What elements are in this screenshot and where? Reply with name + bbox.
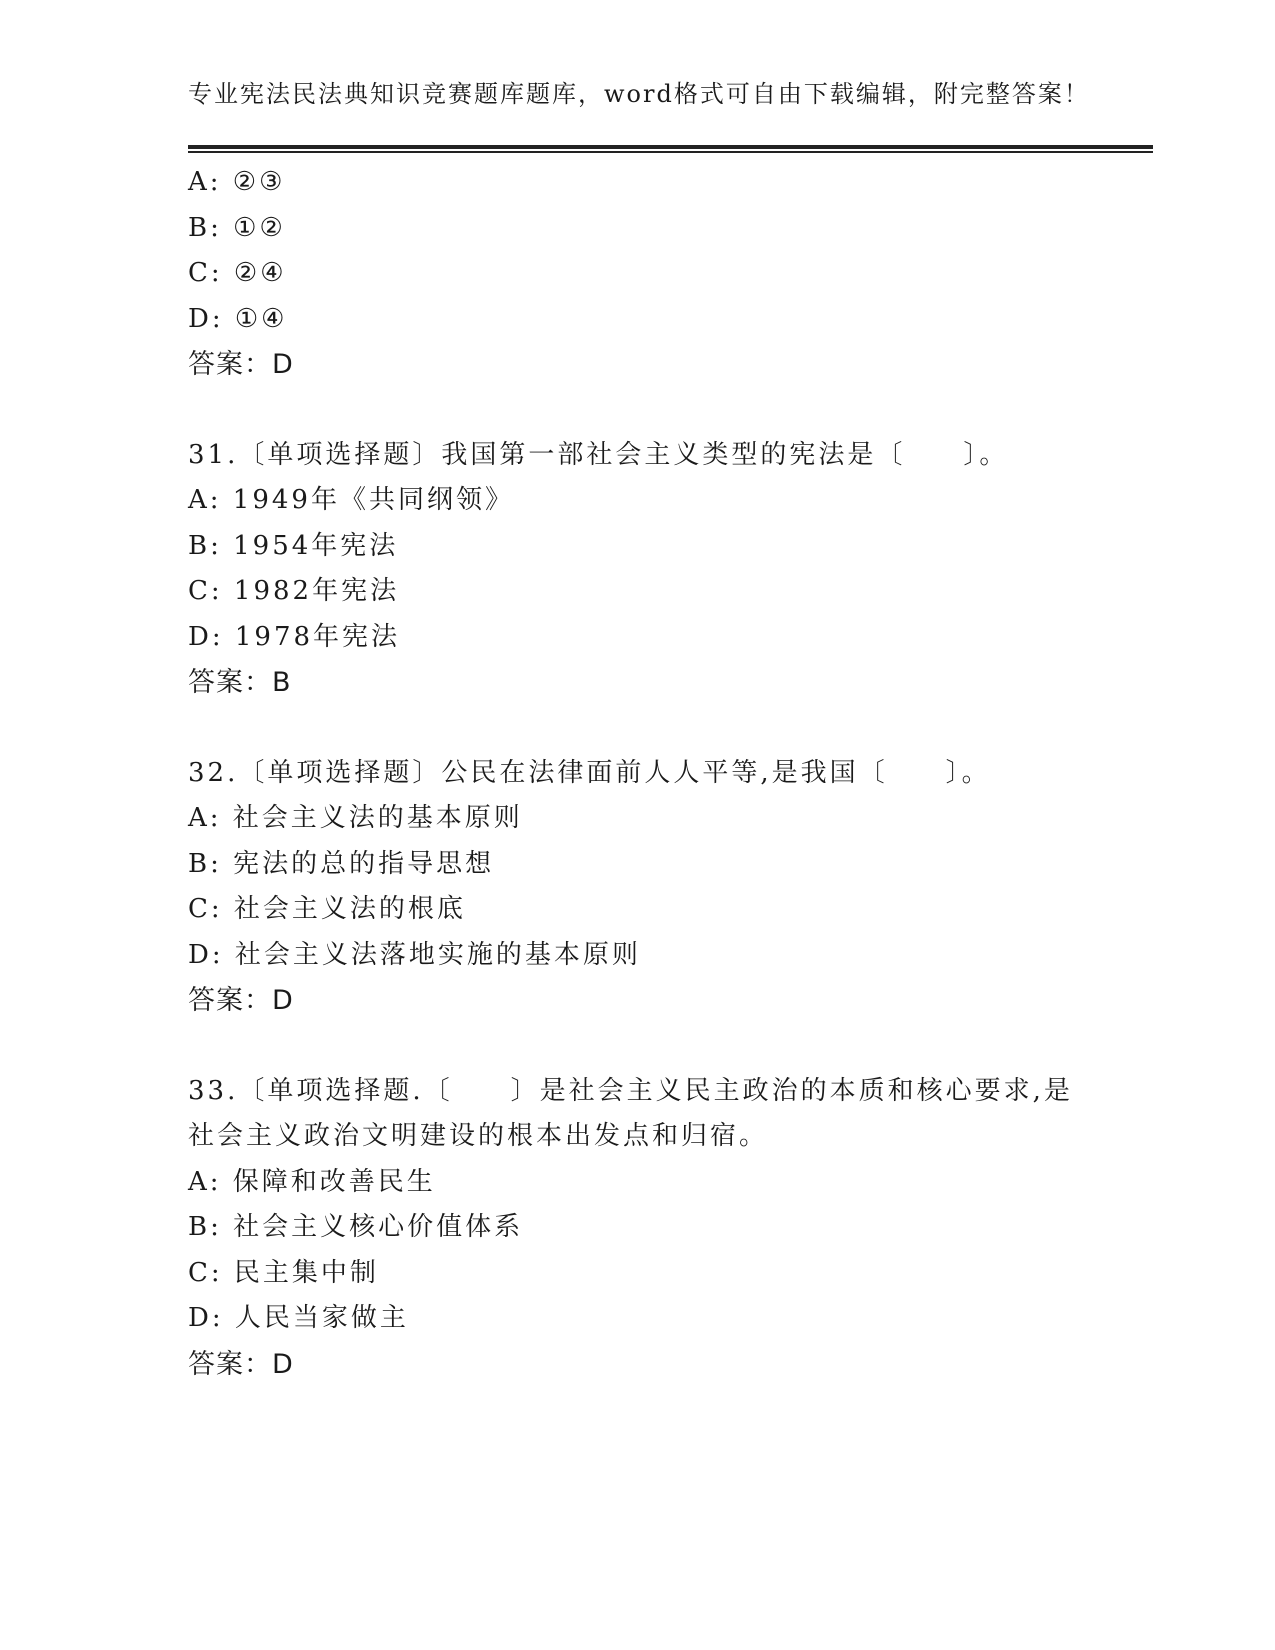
option-c: C: 1982年宪法 — [188, 576, 400, 606]
answer-line: 答案：D — [188, 985, 294, 1016]
prev-question-block — [188, 160, 1148, 388]
option-d: D: ①④ — [188, 303, 288, 334]
answer-line: 答案：B — [188, 667, 292, 698]
option-b: B: ①② — [188, 212, 286, 243]
option-b: B: 宪法的总的指导思想 — [188, 848, 495, 879]
option-d: D: 人民当家做主 — [188, 1303, 409, 1333]
header-text: 专业宪法民法典知识竞赛题库题库，word格式可自由下载编辑，附完整答案！ — [188, 80, 1090, 108]
header-rule-thin — [188, 151, 1153, 153]
document-body — [188, 160, 1148, 1387]
option-a: A: 保障和改善民生 — [188, 1166, 436, 1197]
question-31 — [188, 433, 1148, 706]
question-stem-line-1: 33.〔单项选择题.〔 〕是社会主义民主政治的本质和核心要求,是 — [188, 1075, 1073, 1106]
question-stem: 32.〔单项选择题〕公民在法律面前人人平等,是我国〔 〕。 — [188, 757, 991, 788]
answer-line: 答案：D — [188, 1348, 294, 1380]
option-a: A: 1949年《共同纲领》 — [188, 485, 514, 515]
option-c: C: 社会主义法的根底 — [188, 894, 466, 924]
option-b: B: 1954年宪法 — [188, 530, 399, 561]
question-stem-line-2: 社会主义政治文明建设的根本出发点和归宿。 — [188, 1121, 769, 1151]
header-rule-thick — [188, 145, 1153, 149]
option-b: B: 社会主义核心价值体系 — [188, 1212, 524, 1242]
question-stem: 31.〔单项选择题〕我国第一部社会主义类型的宪法是〔 〕。 — [188, 439, 1009, 470]
question-32 — [188, 751, 1148, 1024]
option-d: D: 社会主义法落地实施的基本原则 — [188, 939, 641, 970]
option-a: A: ②③ — [188, 167, 286, 197]
option-a: A: 社会主义法的基本原则 — [188, 803, 523, 833]
question-33 — [188, 1069, 1148, 1388]
option-c: C: 民主集中制 — [188, 1257, 379, 1288]
option-d: D: 1978年宪法 — [188, 621, 401, 652]
answer-line: 答案：D — [188, 349, 294, 380]
option-c: C: ②④ — [188, 258, 287, 288]
